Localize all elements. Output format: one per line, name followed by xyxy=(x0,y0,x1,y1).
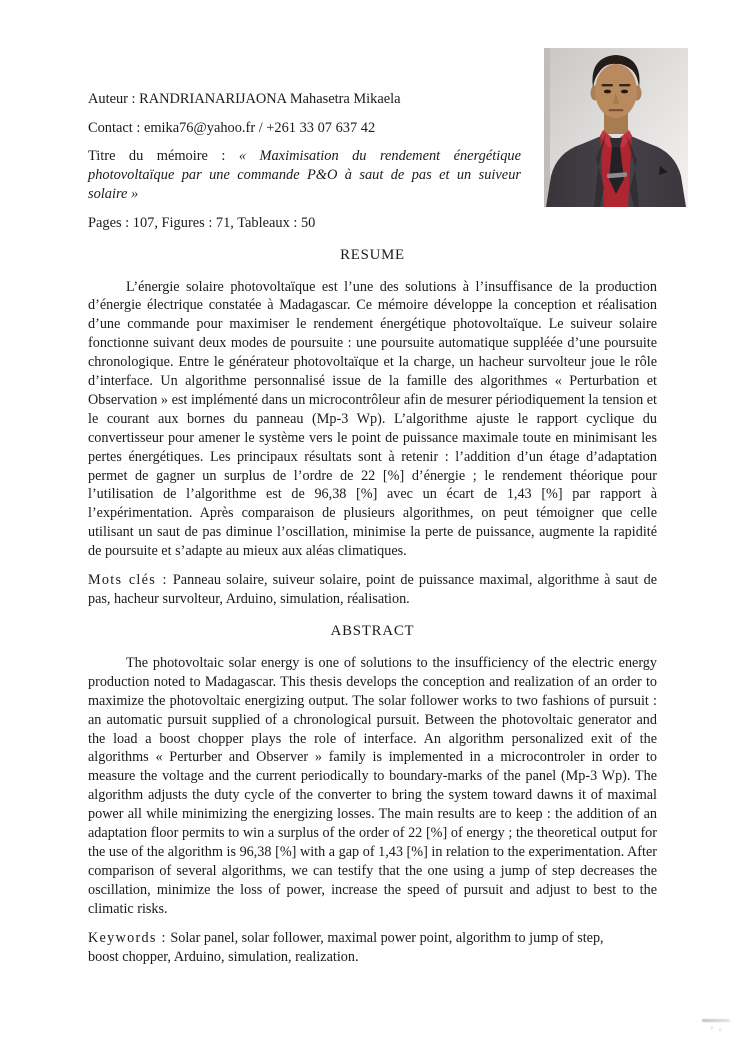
thesis-title-text: « Maximisation du rendement énergétique photovoltaïque par une commande P&O à saut de pas et un suiveur solaire » xyxy=(88,148,521,202)
abstract-heading: ABSTRACT xyxy=(330,622,415,639)
scan-artifact-speckle xyxy=(706,1025,726,1032)
author-line: Auteur : RANDRIANARIJAONA Mahasetra Mikaela xyxy=(88,91,401,107)
resume-keywords-text: Panneau solaire, suiveur solaire, point de puissance maximal, algorithme à saut de pas, hacheur survolteur, Arduino, simulation, réalisation. xyxy=(88,572,657,607)
abstract-paragraph: The photovoltaic solar energy is one of solutions to the insufficiency of the electric energy production noted to Madagascar. This thesis develops the conception and realization of an order to maximize the photovoltaic energizing output. The solar follower works to two fashions of pursuit : an automatic pursuit supplied of a chronological pursuit. Between the photovoltaic generator and the load a boost chopper plays the role of interface. An algorithm personalized exit of the algorithms « Perturber and Observer » family is implemented in a microcontroler in order to measure the voltage and the current periodically to boundary-marks of the panel (Mp-3 Wp). The algorithm adjusts the duty cycle of the converter to bring the system toward dawns it of maximal power all while minimizing the energizing losses. The main results are to keep : the addition of an adaptation floor permits to win a surplus of the order of 22 [%] of energy ; the theoretical output for the use of the algorithm is 96,38 [%] with a gap of 1,43 [%] in relation to the experimentation. After comparison of several algorithms, we can testify that the one using a jump of step decreases the oscillation, minimize the loss of power, increase the speed of pursuit and adjust to best to the climatic risks. xyxy=(88,654,657,917)
resume-keywords-line xyxy=(88,571,657,609)
document-header xyxy=(88,90,521,233)
resume-paragraph: L’énergie solaire photovoltaïque est l’une des solutions à l’insuffisance de la production d’énergie électrique constatée à Madagascar. Ce mémoire développe la conception et réalisation d’une commande pour maximiser le rendement énergétique photovoltaïque. Le suiveur solaire fonctionne suivant deux modes de poursuite : une poursuite automatique suppléée d’une poursuite chronologique. Entre le générateur photovoltaïque et la charge, un hacheur survolteur joue le rôle d’interface. Un algorithme personnalisé issue de la famille des algorithmes « Perturbation et Observation » est implémenté dans un microcontrôleur afin de mesurer périodiquement la tension et le courant aux bornes du panneau (Mp-3 Wp). L’algorithme ajuste le rapport cyclique du convertisseur pour amener le système vers le point de puissance maximale toute en minimisant les pertes énergétiques. Les principaux résultats sont à retenir : l’addition d’un étage d’adaptation permet de gagner un surplus de l’ordre de 22 [%] d’énergie ; le rendement théorique pour l’utilisation de l’algorithme est de 96,38 [%] avec un écart de 1,43 [%] par rapport à l’expérimentation. Après comparaison de plusieurs algorithmes, on peut témoigner que celle utilisant un saut de pas diminue l’oscillation, minimise la perte de puissance, augmente la rapidité de poursuite et s’adapte au mieux aux aléas climatiques. xyxy=(88,278,657,560)
portrait-illustration xyxy=(544,48,688,207)
contact-line: Contact : emika76@yahoo.fr / +261 33 07 637 42 xyxy=(88,119,376,136)
thesis-title-line xyxy=(88,147,521,204)
author-portrait-photo xyxy=(544,48,688,207)
resume-keywords-label: Mots clés : xyxy=(88,572,168,589)
scan-artifact-mark xyxy=(702,1019,730,1022)
resume-heading: RESUME xyxy=(340,246,405,263)
abstract-keywords-text: Solar panel, solar follower, maximal power point, algorithm to jump of step, boost chopper, Arduino, simulation, realization. xyxy=(88,929,604,965)
abstract-keywords-line xyxy=(88,929,627,967)
stats-line: Pages : 107, Figures : 71, Tableaux : 50 xyxy=(88,214,316,231)
thesis-title-label: Titre du mémoire : xyxy=(88,148,226,164)
abstract-keywords-label: Keywords : xyxy=(88,929,167,946)
